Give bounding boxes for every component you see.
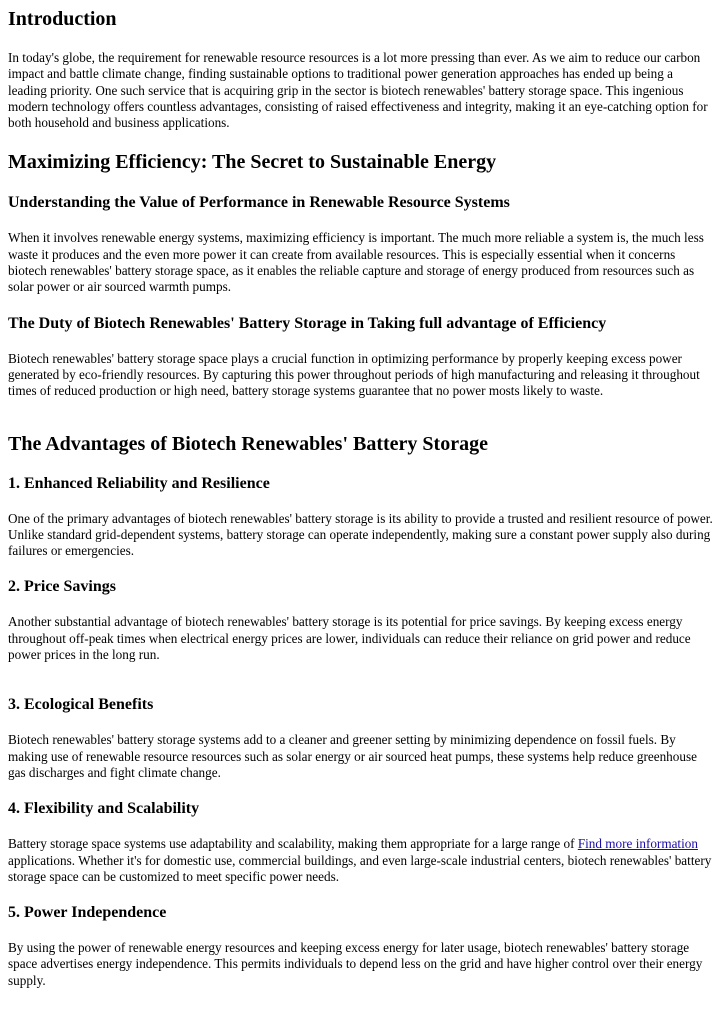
advantage-reliability-heading: 1. Enhanced Reliability and Resilience — [8, 474, 270, 492]
advantage-ecological-paragraph: Biotech renewables' battery storage systems add to a cleaner and greener setting by minimizing dependence on fossil fuels. By making use of renewable resource resources such as solar energy or air sourced heat pumps, these systems help reduce greenhouse gas discharges and fight climate change. — [8, 732, 697, 780]
efficiency-value-subheading: Understanding the Value of Performance in Renewable Resource Systems — [8, 194, 510, 212]
advantage-reliability-paragraph: One of the primary advantages of biotech renewables' battery storage is its ability to provide a trusted and resilient resource of power. Unlike standard grid-dependent systems, battery storage can operate independently, making sure a constant power supply also during failures or emergencies. — [8, 510, 713, 559]
intro-paragraph: In today's globe, the requirement for renewable resource resources is a lot more pressing than ever. As we aim to reduce our carbon impact and battle climate change, finding sustainable options to traditional power generation approaches has ended up being a leading priority. One such service that is acquiring grip in the sector is biotech renewables' battery storage space. This ingenious modern technology offers countless advantages, consisting of raised effectiveness and integrity, making it an eye-catching option for both household and business applications. — [8, 50, 708, 131]
advantage-flexibility-paragraph — [8, 836, 714, 885]
battery-role-paragraph: Biotech renewables' battery storage space plays a crucial function in optimizing performance by properly keeping excess power generated by eco-friendly resources. By capturing this power throughout periods of high manufacturing and releasing it throughout times of reduced production or high need, battery storage systems guarantee that no power mosts likely to waste. — [8, 350, 700, 399]
advantages-section-heading: The Advantages of Biotech Renewables' Battery Storage — [8, 432, 488, 455]
advantage-ecological-heading: 3. Ecological Benefits — [8, 696, 154, 714]
flexibility-text-after-link: applications. Whether it's for domestic use, commercial buildings, and even large-scale industrial centers, biotech renewables' battery storage space can be customized to meet specific power needs. — [8, 852, 712, 884]
flexibility-text-before-link: Battery storage space systems use adaptability and scalability, making them appropriate for a large range of — [8, 836, 578, 852]
efficiency-section-heading: Maximizing Efficiency: The Secret to Sustainable Energy — [8, 151, 497, 174]
advantage-power-independence-paragraph: By using the power of renewable energy resources and keeping excess energy for later usage, biotech renewables' battery storage space advertises energy independence. This permits individuals to depend less on the grid and have higher control over their energy supply. — [8, 940, 703, 988]
battery-role-subheading: The Duty of Biotech Renewables' Battery Storage in Taking full advantage of Efficiency — [8, 314, 607, 332]
advantage-power-independence-heading: 5. Power Independence — [8, 904, 167, 922]
efficiency-value-paragraph: When it involves renewable energy systems, maximizing efficiency is important. The much more reliable a system is, the much less waste it produces and the even more power it can create from available resources. This is especially essential when it concerns biotech renewables' battery storage space, as it enables the reliable capture and storage of energy produced from resources such as solar power or air sourced warmth pumps. — [8, 230, 704, 295]
advantage-price-savings-paragraph: Another substantial advantage of biotech renewables' battery storage is its potential for price savings. By keeping excess energy throughout off-peak times when electrical energy prices are lower, individuals can reduce their reliance on grid power and reduce power prices in the long run. — [8, 614, 691, 663]
advantage-price-savings-heading: 2. Price Savings — [8, 578, 116, 596]
find-more-information-link[interactable]: Find more information — [577, 836, 698, 852]
intro-heading: Introduction — [8, 8, 117, 30]
advantage-flexibility-heading: 4. Flexibility and Scalability — [8, 800, 200, 818]
